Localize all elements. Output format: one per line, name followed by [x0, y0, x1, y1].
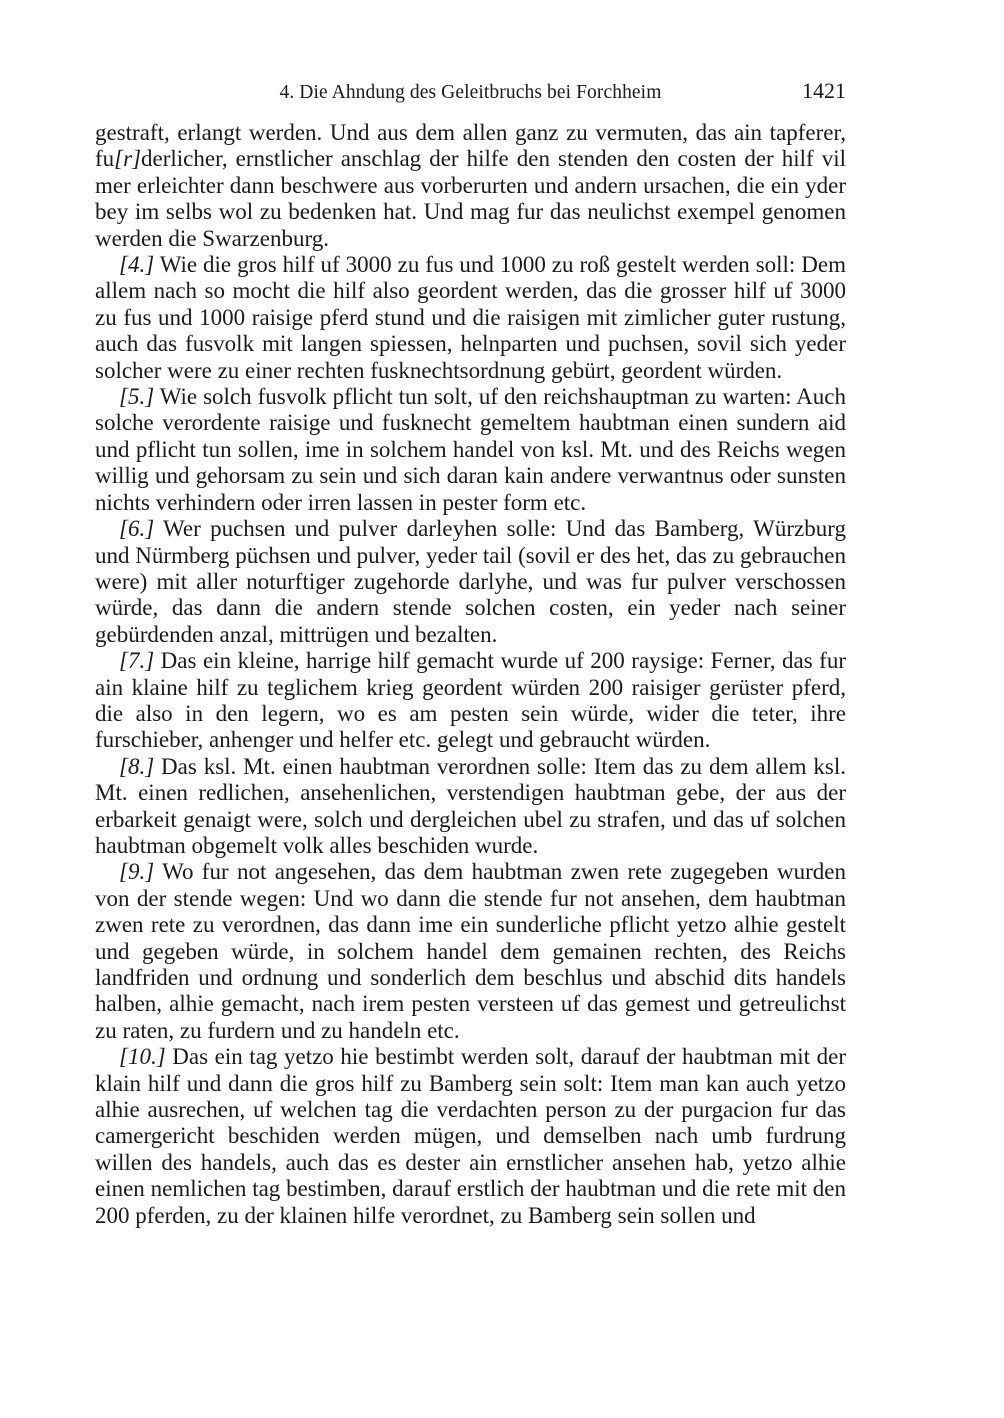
page-number: 1421: [802, 78, 846, 103]
paragraph-number: [7.]: [119, 648, 155, 674]
paragraph-7: [95, 648, 846, 754]
paragraph-4: [95, 252, 846, 384]
paragraph-text: Wo fur not angesehen, das dem haubtman zwen rete zugegeben wurden von der stende wegen: Und wo dann die stende fur not ansehen, dem haubtman zwen rete zu verordnen, das dann ime ein sunderliche pflicht yetzo alhie gestelt und gegeben würde, in solchem handel dem gemainen rechten, des Reichs landfriden und ordnung und sonderlich dem beschlus und abschid dits handels halben, alhie gemacht, nach irem pesten versteen uf das gemest und getreulichst zu raten, zu furdern und zu handeln etc.: [95, 859, 846, 1043]
paragraph-text: gestraft, erlangt werden. Und aus dem allen ganz zu vermuten, das ain tapferer, fu: [95, 120, 846, 172]
paragraph-10: [95, 1044, 846, 1229]
paragraph-number: [5.]: [119, 384, 155, 410]
paragraph-8: [95, 754, 846, 860]
paragraph-number: [8.]: [119, 753, 155, 779]
running-title: 4. Die Ahndung des Geleitbruchs bei Forchheim: [279, 82, 662, 103]
paragraph-number: [4.]: [119, 252, 155, 278]
paragraph-continuation: [95, 120, 846, 252]
paragraph-text: Das ein kleine, harrige hilf gemacht wurde uf 200 raysige: Ferner, das fur ain klaine hilf zu teglichem krieg geordent würden 200 raisiger gerüster pferd, die also in den legern, wo es am pesten sein würde, wider die teter, ihre furschieber, anhenger und helfer etc. gelegt und gebraucht würden.: [95, 648, 846, 753]
paragraph-text: Wie solch fusvolk pflicht tun solt, uf den reichshauptman zu warten: Auch solche verordente raisige und fusknecht gemeltem haubtman einen sundern aid und pflicht tun sollen, ime in solchem handel von ksl. Mt. und des Reichs wegen willig und gehorsam zu sein und sich daran kain andere verwantnus oder sunsten nichts verhindern oder irren lassen in pester form etc.: [95, 384, 846, 515]
editorial-emendation: [r]: [114, 146, 142, 172]
paragraph-number: [9.]: [119, 859, 155, 885]
paragraph-number: [10.]: [119, 1044, 166, 1070]
paragraph-5: [95, 384, 846, 516]
paragraph-text: Wer puchsen und pulver darleyhen solle: Und das Bamberg, Würzburg und Nürmberg püchsen und pulver, yeder tail (sovil er des het, das zu gebrauchen were) mit aller noturftiger zugehorde darlyhe, und was fur pulver verschossen würde, das dann die andern stende solchen costen, ein yeder nach seiner gebürdenden anzal, mittrügen und bezalten.: [95, 516, 846, 647]
running-head: [95, 78, 846, 108]
body-text: [95, 120, 846, 1229]
paragraph-text: derlicher, ernstlicher anschlag der hilfe den stenden den costen der hilf vil mer erleichter dann beschwere aus vorberurten und andern ursachen, die ein yder bey im selbs wol zu bedenken hat. Und mag fur das neulichst exempel genomen werden die Swarzenburg.: [95, 146, 846, 251]
paragraph-6: [95, 516, 846, 648]
paragraph-text: Das ein tag yetzo hie bestimbt werden solt, darauf der haubtman mit der klain hilf und dann die gros hilf zu Bamberg sein solt: Item man kan auch yetzo alhie ausrechen, uf welchen tag die verdachten person zu der purgacion fur das camergericht beschiden werden mügen, und demselben nach umb furdrung willen des handels, auch das es dester ain ernstlicher ansehen hab, yetzo alhie einen nemlichen tag bestimben, darauf erstlich der haubtman und die rete mit den 200 pferden, zu der klainen hilfe verordnet, zu Bamberg sein sollen und: [95, 1044, 846, 1228]
paragraph-text: Das ksl. Mt. einen haubtman verordnen solle: Item das zu dem allem ksl. Mt. einen redlichen, ansehenlichen, verstendigen haubtman gebe, der aus der erbarkeit genaigt were, solch und dergleichen ubel zu strafen, und das uf solchen haubtman obgemelt volk alles beschiden wurde.: [95, 753, 846, 858]
paragraph-text: Wie die gros hilf uf 3000 zu fus und 1000 zu roß gestelt werden soll: Dem allem nach so mocht die hilf also geordent werden, das die grosser hilf uf 3000 zu fus und 1000 raisige pferd stund und die raisigen mit zimlicher guter rustung, auch das fusvolk mit langen spiessen, helnparten und puchsen, sovil sich yeder solcher were zu einer rechten fusknechtsordnung gebürt, geordent würden.: [95, 252, 846, 383]
paragraph-number: [6.]: [119, 516, 155, 542]
paragraph-9: [95, 859, 846, 1044]
